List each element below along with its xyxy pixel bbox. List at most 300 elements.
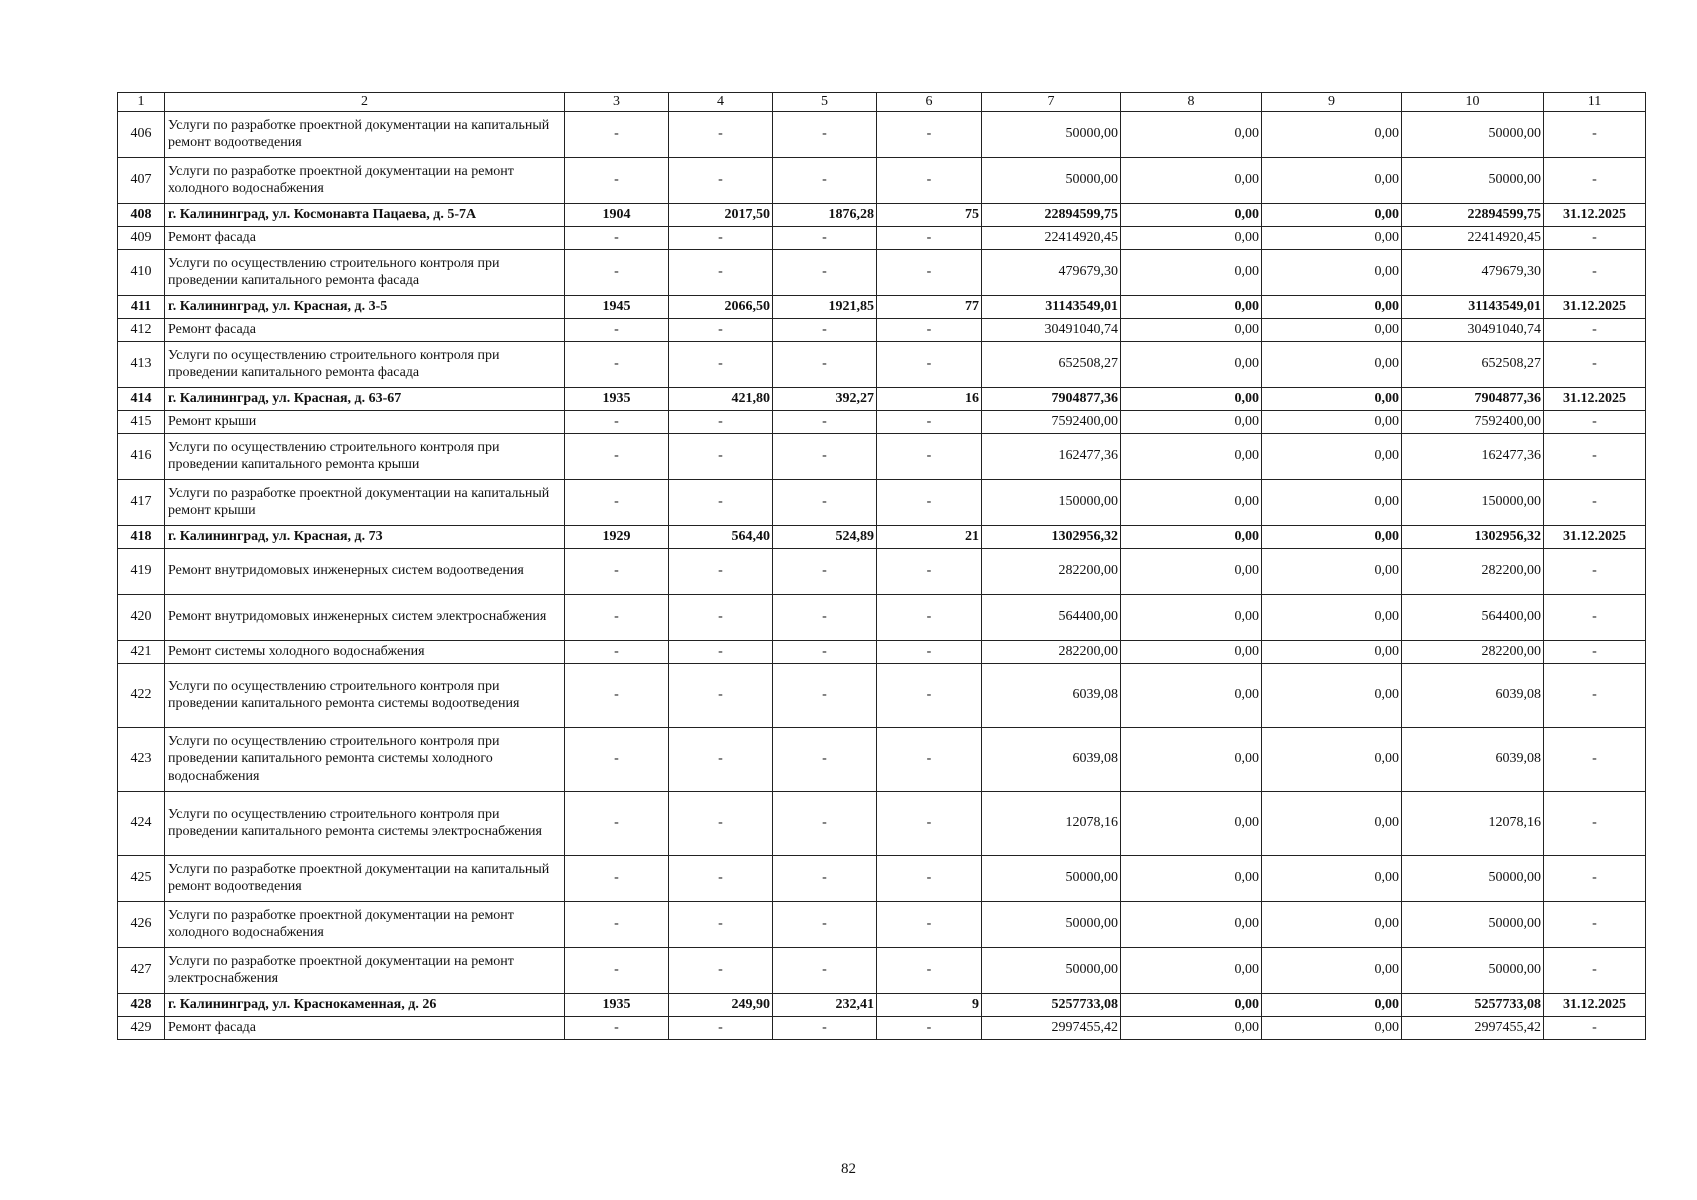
col-6-value: 75 bbox=[877, 203, 982, 226]
table-row bbox=[118, 249, 1646, 295]
address-row bbox=[118, 203, 1646, 226]
col-8-value: 0,00 bbox=[1121, 387, 1262, 410]
col-11-value: 31.12.2025 bbox=[1544, 387, 1646, 410]
col-3-value: - bbox=[565, 341, 669, 387]
table-row bbox=[118, 111, 1646, 157]
row-number: 410 bbox=[118, 249, 165, 295]
col-4-value: 564,40 bbox=[669, 525, 773, 548]
col-4-value: - bbox=[669, 249, 773, 295]
col-11-value: - bbox=[1544, 410, 1646, 433]
col-5-value: - bbox=[773, 727, 877, 791]
col-10-value: 282200,00 bbox=[1402, 548, 1544, 594]
col-9-value: 0,00 bbox=[1262, 111, 1402, 157]
table-row bbox=[118, 318, 1646, 341]
column-number: 7 bbox=[982, 93, 1121, 112]
col-5-value: 524,89 bbox=[773, 525, 877, 548]
col-5-value: - bbox=[773, 548, 877, 594]
col-3-value: - bbox=[565, 727, 669, 791]
col-4-value: - bbox=[669, 791, 773, 855]
col-8-value: 0,00 bbox=[1121, 226, 1262, 249]
table-body bbox=[118, 93, 1646, 1040]
col-9-value: 0,00 bbox=[1262, 387, 1402, 410]
col-5-value: - bbox=[773, 947, 877, 993]
col-10-value: 6039,08 bbox=[1402, 727, 1544, 791]
col-11-value: - bbox=[1544, 548, 1646, 594]
work-name: г. Калининград, ул. Красная, д. 63-67 bbox=[165, 387, 565, 410]
col-7-value: 162477,36 bbox=[982, 433, 1121, 479]
col-3-value: 1945 bbox=[565, 295, 669, 318]
col-5-value: - bbox=[773, 157, 877, 203]
work-name: Услуги по осуществлению строительного контроля при проведении капитального ремонта крыши bbox=[165, 433, 565, 479]
col-10-value: 7904877,36 bbox=[1402, 387, 1544, 410]
col-6-value: 16 bbox=[877, 387, 982, 410]
row-number: 417 bbox=[118, 479, 165, 525]
col-10-value: 282200,00 bbox=[1402, 640, 1544, 663]
col-8-value: 0,00 bbox=[1121, 111, 1262, 157]
col-5-value: - bbox=[773, 410, 877, 433]
col-6-value: 77 bbox=[877, 295, 982, 318]
column-number: 5 bbox=[773, 93, 877, 112]
col-10-value: 564400,00 bbox=[1402, 594, 1544, 640]
col-3-value: - bbox=[565, 433, 669, 479]
col-3-value: - bbox=[565, 318, 669, 341]
col-8-value: 0,00 bbox=[1121, 901, 1262, 947]
col-3-value: - bbox=[565, 111, 669, 157]
work-name: Услуги по разработке проектной документации на ремонт холодного водоснабжения bbox=[165, 157, 565, 203]
col-11-value: - bbox=[1544, 947, 1646, 993]
col-8-value: 0,00 bbox=[1121, 947, 1262, 993]
col-11-value: - bbox=[1544, 479, 1646, 525]
col-9-value: 0,00 bbox=[1262, 901, 1402, 947]
col-9-value: 0,00 bbox=[1262, 318, 1402, 341]
col-4-value: - bbox=[669, 1016, 773, 1039]
col-5-value: - bbox=[773, 111, 877, 157]
col-7-value: 7592400,00 bbox=[982, 410, 1121, 433]
row-number: 406 bbox=[118, 111, 165, 157]
table-row bbox=[118, 548, 1646, 594]
col-11-value: - bbox=[1544, 855, 1646, 901]
work-name: г. Калининград, ул. Красная, д. 73 bbox=[165, 525, 565, 548]
col-6-value: - bbox=[877, 226, 982, 249]
row-number: 423 bbox=[118, 727, 165, 791]
col-7-value: 6039,08 bbox=[982, 663, 1121, 727]
work-name: Услуги по осуществлению строительного контроля при проведении капитального ремонта системы холодного водоснабжения bbox=[165, 727, 565, 791]
col-4-value: - bbox=[669, 111, 773, 157]
col-10-value: 22894599,75 bbox=[1402, 203, 1544, 226]
col-10-value: 150000,00 bbox=[1402, 479, 1544, 525]
col-9-value: 0,00 bbox=[1262, 249, 1402, 295]
col-3-value: 1935 bbox=[565, 993, 669, 1016]
col-3-value: 1904 bbox=[565, 203, 669, 226]
col-6-value: - bbox=[877, 901, 982, 947]
col-6-value: - bbox=[877, 663, 982, 727]
col-10-value: 12078,16 bbox=[1402, 791, 1544, 855]
col-9-value: 0,00 bbox=[1262, 594, 1402, 640]
col-9-value: 0,00 bbox=[1262, 663, 1402, 727]
table-row bbox=[118, 663, 1646, 727]
work-name: Ремонт фасада bbox=[165, 1016, 565, 1039]
col-6-value: - bbox=[877, 111, 982, 157]
col-10-value: 50000,00 bbox=[1402, 157, 1544, 203]
col-5-value: 1921,85 bbox=[773, 295, 877, 318]
col-3-value: - bbox=[565, 640, 669, 663]
col-3-value: 1935 bbox=[565, 387, 669, 410]
work-name: Ремонт фасада bbox=[165, 226, 565, 249]
col-4-value: 2017,50 bbox=[669, 203, 773, 226]
col-7-value: 150000,00 bbox=[982, 479, 1121, 525]
col-9-value: 0,00 bbox=[1262, 1016, 1402, 1039]
col-6-value: - bbox=[877, 410, 982, 433]
row-number: 409 bbox=[118, 226, 165, 249]
row-number: 424 bbox=[118, 791, 165, 855]
col-11-value: 31.12.2025 bbox=[1544, 525, 1646, 548]
col-6-value: - bbox=[877, 640, 982, 663]
col-3-value: - bbox=[565, 226, 669, 249]
col-3-value: - bbox=[565, 249, 669, 295]
row-number: 414 bbox=[118, 387, 165, 410]
work-name: Ремонт внутридомовых инженерных систем электроснабжения bbox=[165, 594, 565, 640]
col-4-value: - bbox=[669, 548, 773, 594]
col-4-value: - bbox=[669, 855, 773, 901]
col-7-value: 50000,00 bbox=[982, 901, 1121, 947]
col-6-value: - bbox=[877, 727, 982, 791]
row-number: 422 bbox=[118, 663, 165, 727]
col-4-value: - bbox=[669, 594, 773, 640]
col-11-value: - bbox=[1544, 226, 1646, 249]
col-9-value: 0,00 bbox=[1262, 791, 1402, 855]
row-number: 420 bbox=[118, 594, 165, 640]
col-8-value: 0,00 bbox=[1121, 663, 1262, 727]
col-3-value: - bbox=[565, 1016, 669, 1039]
row-number: 415 bbox=[118, 410, 165, 433]
col-7-value: 282200,00 bbox=[982, 548, 1121, 594]
work-name: г. Калининград, ул. Космонавта Пацаева, д. 5-7А bbox=[165, 203, 565, 226]
col-7-value: 652508,27 bbox=[982, 341, 1121, 387]
table-row bbox=[118, 341, 1646, 387]
col-7-value: 12078,16 bbox=[982, 791, 1121, 855]
col-5-value: - bbox=[773, 663, 877, 727]
col-5-value: - bbox=[773, 855, 877, 901]
row-number: 421 bbox=[118, 640, 165, 663]
col-10-value: 6039,08 bbox=[1402, 663, 1544, 727]
column-number: 9 bbox=[1262, 93, 1402, 112]
work-name: г. Калининград, ул. Краснокаменная, д. 26 bbox=[165, 993, 565, 1016]
col-3-value: - bbox=[565, 791, 669, 855]
col-7-value: 50000,00 bbox=[982, 947, 1121, 993]
col-4-value: - bbox=[669, 663, 773, 727]
col-5-value: - bbox=[773, 249, 877, 295]
table-row bbox=[118, 479, 1646, 525]
col-9-value: 0,00 bbox=[1262, 727, 1402, 791]
col-11-value: - bbox=[1544, 1016, 1646, 1039]
col-3-value: - bbox=[565, 947, 669, 993]
col-4-value: 249,90 bbox=[669, 993, 773, 1016]
row-number: 429 bbox=[118, 1016, 165, 1039]
col-9-value: 0,00 bbox=[1262, 203, 1402, 226]
col-9-value: 0,00 bbox=[1262, 479, 1402, 525]
col-3-value: - bbox=[565, 410, 669, 433]
col-6-value: - bbox=[877, 479, 982, 525]
col-4-value: - bbox=[669, 157, 773, 203]
col-5-value: 392,27 bbox=[773, 387, 877, 410]
col-9-value: 0,00 bbox=[1262, 525, 1402, 548]
col-8-value: 0,00 bbox=[1121, 249, 1262, 295]
col-7-value: 50000,00 bbox=[982, 111, 1121, 157]
col-8-value: 0,00 bbox=[1121, 548, 1262, 594]
col-11-value: - bbox=[1544, 594, 1646, 640]
work-name: Ремонт внутридомовых инженерных систем водоотведения bbox=[165, 548, 565, 594]
col-6-value: - bbox=[877, 433, 982, 479]
col-4-value: - bbox=[669, 901, 773, 947]
col-8-value: 0,00 bbox=[1121, 525, 1262, 548]
col-9-value: 0,00 bbox=[1262, 433, 1402, 479]
col-11-value: - bbox=[1544, 433, 1646, 479]
col-5-value: 232,41 bbox=[773, 993, 877, 1016]
col-10-value: 2997455,42 bbox=[1402, 1016, 1544, 1039]
col-6-value: - bbox=[877, 249, 982, 295]
col-3-value: - bbox=[565, 157, 669, 203]
table-row bbox=[118, 727, 1646, 791]
column-number: 10 bbox=[1402, 93, 1544, 112]
table-row bbox=[118, 640, 1646, 663]
col-11-value: - bbox=[1544, 157, 1646, 203]
column-number-row bbox=[118, 93, 1646, 112]
table-row bbox=[118, 947, 1646, 993]
row-number: 412 bbox=[118, 318, 165, 341]
col-8-value: 0,00 bbox=[1121, 433, 1262, 479]
col-4-value: - bbox=[669, 640, 773, 663]
address-row bbox=[118, 295, 1646, 318]
col-5-value: - bbox=[773, 318, 877, 341]
column-number: 6 bbox=[877, 93, 982, 112]
works-table bbox=[117, 92, 1646, 1040]
work-name: Услуги по осуществлению строительного контроля при проведении капитального ремонта фасада bbox=[165, 249, 565, 295]
col-8-value: 0,00 bbox=[1121, 410, 1262, 433]
work-name: Услуги по разработке проектной документации на капитальный ремонт крыши bbox=[165, 479, 565, 525]
col-5-value: - bbox=[773, 479, 877, 525]
col-11-value: - bbox=[1544, 341, 1646, 387]
row-number: 411 bbox=[118, 295, 165, 318]
col-5-value: - bbox=[773, 1016, 877, 1039]
col-3-value: - bbox=[565, 548, 669, 594]
table-row bbox=[118, 433, 1646, 479]
col-7-value: 22894599,75 bbox=[982, 203, 1121, 226]
col-8-value: 0,00 bbox=[1121, 594, 1262, 640]
col-10-value: 7592400,00 bbox=[1402, 410, 1544, 433]
row-number: 418 bbox=[118, 525, 165, 548]
col-9-value: 0,00 bbox=[1262, 548, 1402, 594]
col-8-value: 0,00 bbox=[1121, 993, 1262, 1016]
col-10-value: 50000,00 bbox=[1402, 111, 1544, 157]
work-name: Услуги по разработке проектной документации на ремонт электроснабжения bbox=[165, 947, 565, 993]
col-11-value: - bbox=[1544, 111, 1646, 157]
col-9-value: 0,00 bbox=[1262, 640, 1402, 663]
col-10-value: 31143549,01 bbox=[1402, 295, 1544, 318]
row-number: 428 bbox=[118, 993, 165, 1016]
col-7-value: 5257733,08 bbox=[982, 993, 1121, 1016]
row-number: 419 bbox=[118, 548, 165, 594]
col-11-value: 31.12.2025 bbox=[1544, 203, 1646, 226]
table-row bbox=[118, 226, 1646, 249]
col-7-value: 1302956,32 bbox=[982, 525, 1121, 548]
col-6-value: 21 bbox=[877, 525, 982, 548]
col-10-value: 50000,00 bbox=[1402, 947, 1544, 993]
row-number: 407 bbox=[118, 157, 165, 203]
work-name: Услуги по разработке проектной документации на капитальный ремонт водоотведения bbox=[165, 111, 565, 157]
col-7-value: 6039,08 bbox=[982, 727, 1121, 791]
col-11-value: - bbox=[1544, 249, 1646, 295]
col-9-value: 0,00 bbox=[1262, 410, 1402, 433]
col-10-value: 479679,30 bbox=[1402, 249, 1544, 295]
work-name: Услуги по разработке проектной документации на капитальный ремонт водоотведения bbox=[165, 855, 565, 901]
col-11-value: - bbox=[1544, 727, 1646, 791]
row-number: 426 bbox=[118, 901, 165, 947]
col-10-value: 652508,27 bbox=[1402, 341, 1544, 387]
col-9-value: 0,00 bbox=[1262, 295, 1402, 318]
col-8-value: 0,00 bbox=[1121, 295, 1262, 318]
col-4-value: - bbox=[669, 341, 773, 387]
work-name: Услуги по осуществлению строительного контроля при проведении капитального ремонта системы электроснабжения bbox=[165, 791, 565, 855]
col-6-value: - bbox=[877, 947, 982, 993]
column-number: 8 bbox=[1121, 93, 1262, 112]
col-3-value: 1929 bbox=[565, 525, 669, 548]
col-9-value: 0,00 bbox=[1262, 947, 1402, 993]
col-6-value: - bbox=[877, 548, 982, 594]
col-7-value: 564400,00 bbox=[982, 594, 1121, 640]
col-10-value: 30491040,74 bbox=[1402, 318, 1544, 341]
col-11-value: - bbox=[1544, 901, 1646, 947]
table-row bbox=[118, 410, 1646, 433]
col-8-value: 0,00 bbox=[1121, 479, 1262, 525]
col-10-value: 22414920,45 bbox=[1402, 226, 1544, 249]
col-8-value: 0,00 bbox=[1121, 157, 1262, 203]
col-5-value: - bbox=[773, 901, 877, 947]
col-5-value: - bbox=[773, 226, 877, 249]
col-7-value: 50000,00 bbox=[982, 855, 1121, 901]
col-7-value: 479679,30 bbox=[982, 249, 1121, 295]
table-row bbox=[118, 594, 1646, 640]
col-6-value: - bbox=[877, 341, 982, 387]
col-7-value: 22414920,45 bbox=[982, 226, 1121, 249]
col-7-value: 50000,00 bbox=[982, 157, 1121, 203]
col-11-value: - bbox=[1544, 791, 1646, 855]
table-row bbox=[118, 157, 1646, 203]
column-number: 11 bbox=[1544, 93, 1646, 112]
col-3-value: - bbox=[565, 901, 669, 947]
col-8-value: 0,00 bbox=[1121, 727, 1262, 791]
col-8-value: 0,00 bbox=[1121, 203, 1262, 226]
col-5-value: - bbox=[773, 791, 877, 855]
col-10-value: 5257733,08 bbox=[1402, 993, 1544, 1016]
col-3-value: - bbox=[565, 855, 669, 901]
col-8-value: 0,00 bbox=[1121, 341, 1262, 387]
col-3-value: - bbox=[565, 479, 669, 525]
work-name: Ремонт системы холодного водоснабжения bbox=[165, 640, 565, 663]
col-7-value: 30491040,74 bbox=[982, 318, 1121, 341]
col-5-value: 1876,28 bbox=[773, 203, 877, 226]
column-number: 3 bbox=[565, 93, 669, 112]
col-6-value: - bbox=[877, 855, 982, 901]
column-number: 1 bbox=[118, 93, 165, 112]
work-name: Ремонт крыши bbox=[165, 410, 565, 433]
col-6-value: 9 bbox=[877, 993, 982, 1016]
col-4-value: 2066,50 bbox=[669, 295, 773, 318]
col-6-value: - bbox=[877, 318, 982, 341]
col-5-value: - bbox=[773, 594, 877, 640]
col-8-value: 0,00 bbox=[1121, 640, 1262, 663]
work-name: Услуги по осуществлению строительного контроля при проведении капитального ремонта системы водоотведения bbox=[165, 663, 565, 727]
col-4-value: - bbox=[669, 226, 773, 249]
col-4-value: - bbox=[669, 433, 773, 479]
col-10-value: 162477,36 bbox=[1402, 433, 1544, 479]
col-9-value: 0,00 bbox=[1262, 341, 1402, 387]
col-9-value: 0,00 bbox=[1262, 226, 1402, 249]
col-8-value: 0,00 bbox=[1121, 318, 1262, 341]
col-3-value: - bbox=[565, 594, 669, 640]
col-6-value: - bbox=[877, 791, 982, 855]
col-8-value: 0,00 bbox=[1121, 1016, 1262, 1039]
work-name: г. Калининград, ул. Красная, д. 3-5 bbox=[165, 295, 565, 318]
col-7-value: 2997455,42 bbox=[982, 1016, 1121, 1039]
col-8-value: 0,00 bbox=[1121, 855, 1262, 901]
row-number: 427 bbox=[118, 947, 165, 993]
col-4-value: - bbox=[669, 410, 773, 433]
col-7-value: 282200,00 bbox=[982, 640, 1121, 663]
table-row bbox=[118, 855, 1646, 901]
col-6-value: - bbox=[877, 157, 982, 203]
col-9-value: 0,00 bbox=[1262, 157, 1402, 203]
col-4-value: - bbox=[669, 727, 773, 791]
col-4-value: - bbox=[669, 947, 773, 993]
address-row bbox=[118, 525, 1646, 548]
col-7-value: 7904877,36 bbox=[982, 387, 1121, 410]
col-8-value: 0,00 bbox=[1121, 791, 1262, 855]
col-11-value: 31.12.2025 bbox=[1544, 295, 1646, 318]
col-3-value: - bbox=[565, 663, 669, 727]
address-row bbox=[118, 387, 1646, 410]
column-number: 4 bbox=[669, 93, 773, 112]
table-row bbox=[118, 901, 1646, 947]
work-name: Услуги по осуществлению строительного контроля при проведении капитального ремонта фасада bbox=[165, 341, 565, 387]
col-10-value: 1302956,32 bbox=[1402, 525, 1544, 548]
col-4-value: - bbox=[669, 318, 773, 341]
col-4-value: 421,80 bbox=[669, 387, 773, 410]
col-5-value: - bbox=[773, 433, 877, 479]
col-11-value: - bbox=[1544, 663, 1646, 727]
table-row bbox=[118, 1016, 1646, 1039]
row-number: 413 bbox=[118, 341, 165, 387]
col-6-value: - bbox=[877, 1016, 982, 1039]
col-11-value: - bbox=[1544, 640, 1646, 663]
col-10-value: 50000,00 bbox=[1402, 855, 1544, 901]
col-11-value: - bbox=[1544, 318, 1646, 341]
work-name: Услуги по разработке проектной документации на ремонт холодного водоснабжения bbox=[165, 901, 565, 947]
col-11-value: 31.12.2025 bbox=[1544, 993, 1646, 1016]
col-5-value: - bbox=[773, 341, 877, 387]
row-number: 408 bbox=[118, 203, 165, 226]
col-9-value: 0,00 bbox=[1262, 993, 1402, 1016]
col-4-value: - bbox=[669, 479, 773, 525]
row-number: 416 bbox=[118, 433, 165, 479]
page-number: 82 bbox=[841, 1161, 856, 1177]
col-10-value: 50000,00 bbox=[1402, 901, 1544, 947]
column-number: 2 bbox=[165, 93, 565, 112]
row-number: 425 bbox=[118, 855, 165, 901]
table-row bbox=[118, 791, 1646, 855]
col-9-value: 0,00 bbox=[1262, 855, 1402, 901]
col-7-value: 31143549,01 bbox=[982, 295, 1121, 318]
work-name: Ремонт фасада bbox=[165, 318, 565, 341]
